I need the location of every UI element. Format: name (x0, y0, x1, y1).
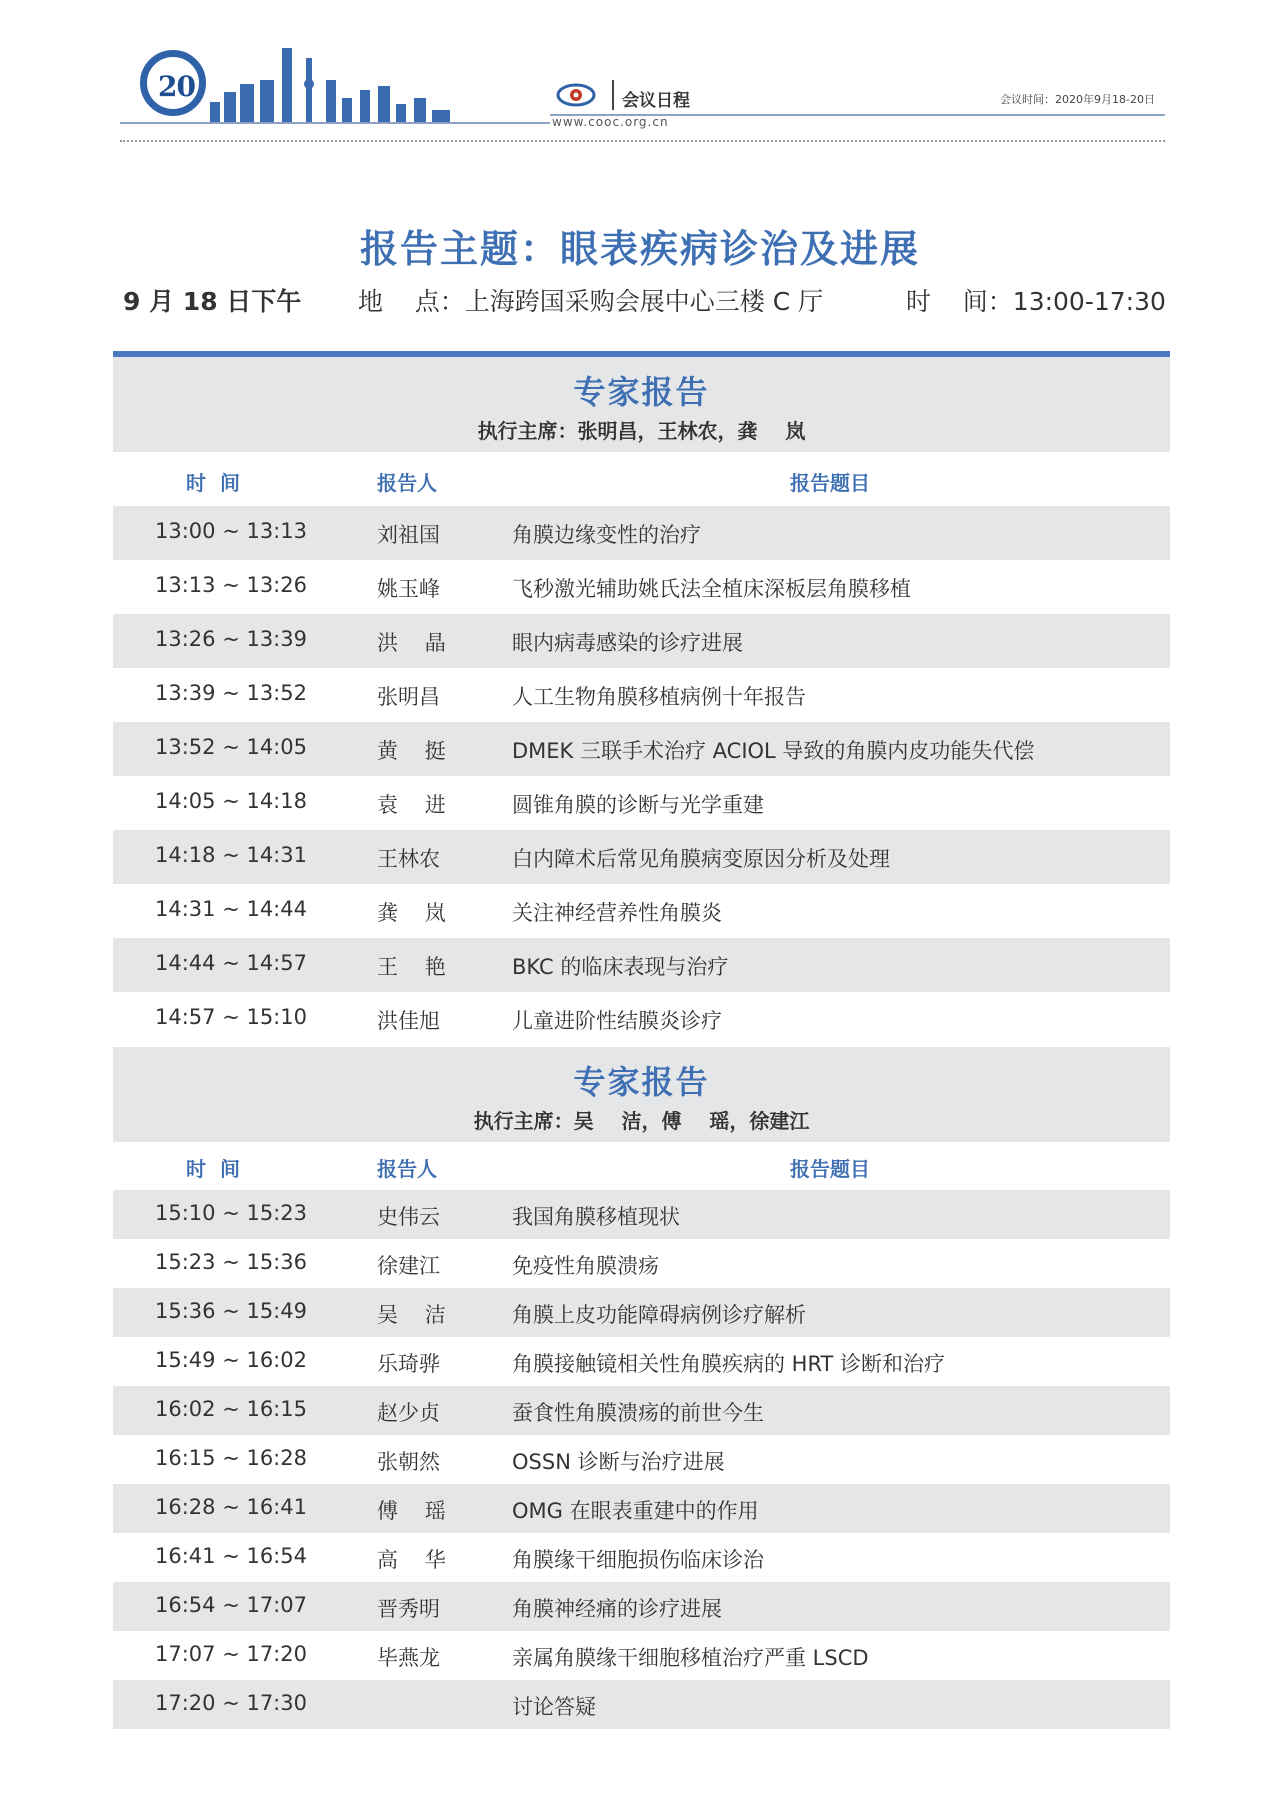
table-row (113, 1631, 1170, 1680)
row-speaker: 张明昌 (377, 685, 440, 709)
row-time: 13:00 ~ 13:13 (155, 519, 307, 543)
table-row (113, 1386, 1170, 1435)
row-topic: 白内障术后常见角膜病变原因分析及处理 (512, 847, 890, 871)
header-divider (120, 122, 550, 124)
row-time: 13:13 ~ 13:26 (155, 573, 307, 597)
table-row (113, 506, 1170, 560)
row-time: 14:18 ~ 14:31 (155, 843, 307, 867)
row-time: 13:39 ~ 13:52 (155, 681, 307, 705)
row-speaker: 吴 洁 (377, 1303, 446, 1327)
table-row (113, 1239, 1170, 1288)
section-chairs: 执行主席：张明昌，王林农，龚 岚 (477, 419, 806, 443)
section-chairs: 执行主席：吴 洁，傅 瑶，徐建江 (473, 1109, 810, 1133)
col-speaker: 报告人 (377, 471, 437, 495)
row-speaker: 徐建江 (377, 1254, 440, 1278)
section-title: 专家报告 (573, 1063, 710, 1101)
meeting-date: 会议时间：2020年9月18-20日 (1000, 93, 1155, 106)
row-time: 16:02 ~ 16:15 (155, 1397, 307, 1421)
section-title: 专家报告 (573, 373, 710, 411)
row-time: 14:57 ~ 15:10 (155, 1005, 307, 1029)
row-time: 14:05 ~ 14:18 (155, 789, 307, 813)
table-row (113, 1582, 1170, 1631)
row-speaker: 张朝然 (377, 1450, 440, 1474)
row-speaker: 姚玉峰 (377, 577, 440, 601)
table-row (113, 884, 1170, 938)
table-row (113, 1435, 1170, 1484)
col-topic: 报告题目 (790, 471, 870, 495)
row-topic: 亲属角膜缘干细胞移植治疗严重 LSCD (512, 1646, 869, 1670)
row-speaker: 高 华 (377, 1548, 446, 1572)
row-speaker: 王林农 (377, 847, 440, 871)
table-row (113, 1484, 1170, 1533)
row-topic: 角膜缘干细胞损伤临床诊治 (512, 1548, 764, 1572)
table-row (113, 1190, 1170, 1239)
row-topic: OMG 在眼表重建中的作用 (512, 1499, 759, 1523)
row-topic: 人工生物角膜移植病例十年报告 (512, 685, 806, 709)
row-speaker: 袁 进 (377, 793, 446, 817)
row-topic: 角膜接触镜相关性角膜疾病的 HRT 诊断和治疗 (512, 1352, 946, 1376)
row-time: 15:10 ~ 15:23 (155, 1201, 307, 1225)
logo-number: 20 (158, 70, 195, 103)
table-row (113, 1337, 1170, 1386)
table-row (113, 830, 1170, 884)
table-row (113, 722, 1170, 776)
row-time: 17:20 ~ 17:30 (155, 1691, 307, 1715)
table-row (113, 668, 1170, 722)
session-venue: 地 点：上海跨国采购会展中心三楼 C 厅 (358, 287, 824, 316)
row-speaker: 洪佳旭 (377, 1009, 440, 1033)
row-time: 16:54 ~ 17:07 (155, 1593, 307, 1617)
table-row (113, 1288, 1170, 1337)
row-speaker: 赵少贞 (377, 1401, 440, 1425)
row-topic: 讨论答疑 (512, 1695, 596, 1719)
page-title: 报告主题：眼表疾病诊治及进展 (359, 227, 920, 271)
row-topic: 圆锥角膜的诊断与光学重建 (512, 793, 764, 817)
row-topic: 儿童进阶性结膜炎诊疗 (512, 1009, 722, 1033)
table-row (113, 614, 1170, 668)
table-row (113, 1533, 1170, 1582)
row-topic: OSSN 诊断与治疗进展 (512, 1450, 725, 1474)
row-time: 13:52 ~ 14:05 (155, 735, 307, 759)
col-speaker: 报告人 (377, 1157, 437, 1181)
row-speaker: 刘祖国 (377, 523, 440, 547)
row-speaker: 毕燕龙 (377, 1646, 440, 1670)
row-speaker: 乐琦骅 (377, 1352, 440, 1376)
city-skyline-icon (210, 40, 550, 124)
row-speaker: 黄 挺 (377, 739, 446, 763)
row-topic: BKC 的临床表现与治疗 (512, 955, 729, 979)
row-topic: 角膜神经痛的诊疗进展 (512, 1597, 722, 1621)
row-time: 13:26 ~ 13:39 (155, 627, 307, 651)
row-topic: 我国角膜移植现状 (512, 1205, 680, 1229)
row-topic: 蚕食性角膜溃疡的前世今生 (512, 1401, 764, 1425)
section-header (113, 357, 1170, 452)
table-row (113, 560, 1170, 614)
row-topic: 角膜上皮功能障碍病例诊疗解析 (512, 1303, 806, 1327)
row-time: 15:36 ~ 15:49 (155, 1299, 307, 1323)
row-speaker: 史伟云 (377, 1205, 440, 1229)
row-time: 17:07 ~ 17:20 (155, 1642, 307, 1666)
row-speaker: 洪 晶 (377, 631, 446, 655)
row-time: 14:31 ~ 14:44 (155, 897, 307, 921)
row-time: 15:23 ~ 15:36 (155, 1250, 307, 1274)
table-row (113, 776, 1170, 830)
col-time: 时间 (186, 1157, 254, 1181)
row-time: 16:41 ~ 16:54 (155, 1544, 307, 1568)
row-topic: DMEK 三联手术治疗 ACIOL 导致的角膜内皮功能失代偿 (512, 739, 1035, 763)
row-time: 14:44 ~ 14:57 (155, 951, 307, 975)
table-row (113, 992, 1170, 1046)
page-header (120, 40, 1165, 145)
eye-icon (552, 80, 608, 110)
row-time: 15:49 ~ 16:02 (155, 1348, 307, 1372)
session-date: 9 月 18 日下午 (123, 287, 302, 316)
row-speaker: 王 艳 (377, 955, 446, 979)
row-time: 16:15 ~ 16:28 (155, 1446, 307, 1470)
column-headers (113, 1141, 1170, 1191)
row-topic: 眼内病毒感染的诊疗进展 (512, 631, 743, 655)
header-dotted-rule (120, 140, 1165, 142)
row-speaker: 晋秀明 (377, 1597, 440, 1621)
section-header (113, 1047, 1170, 1142)
row-time: 16:28 ~ 16:41 (155, 1495, 307, 1519)
section-label: 会议日程 (622, 91, 690, 111)
row-topic: 免疫性角膜溃疡 (512, 1254, 659, 1278)
row-topic: 角膜边缘变性的治疗 (512, 523, 701, 547)
session-time: 时 间：13:00-17:30 (906, 287, 1166, 316)
column-headers (113, 455, 1170, 505)
col-time: 时间 (186, 471, 254, 495)
row-speaker: 傅 瑶 (377, 1499, 446, 1523)
header-separator (612, 80, 614, 110)
table-row (113, 938, 1170, 992)
col-topic: 报告题目 (790, 1157, 870, 1181)
table-row (113, 1680, 1170, 1729)
site-url[interactable]: www.cooc.org.cn (552, 115, 669, 129)
row-speaker: 龚 岚 (377, 901, 446, 925)
row-topic: 关注神经营养性角膜炎 (512, 901, 722, 925)
row-topic: 飞秒激光辅助姚氏法全植床深板层角膜移植 (512, 577, 911, 601)
